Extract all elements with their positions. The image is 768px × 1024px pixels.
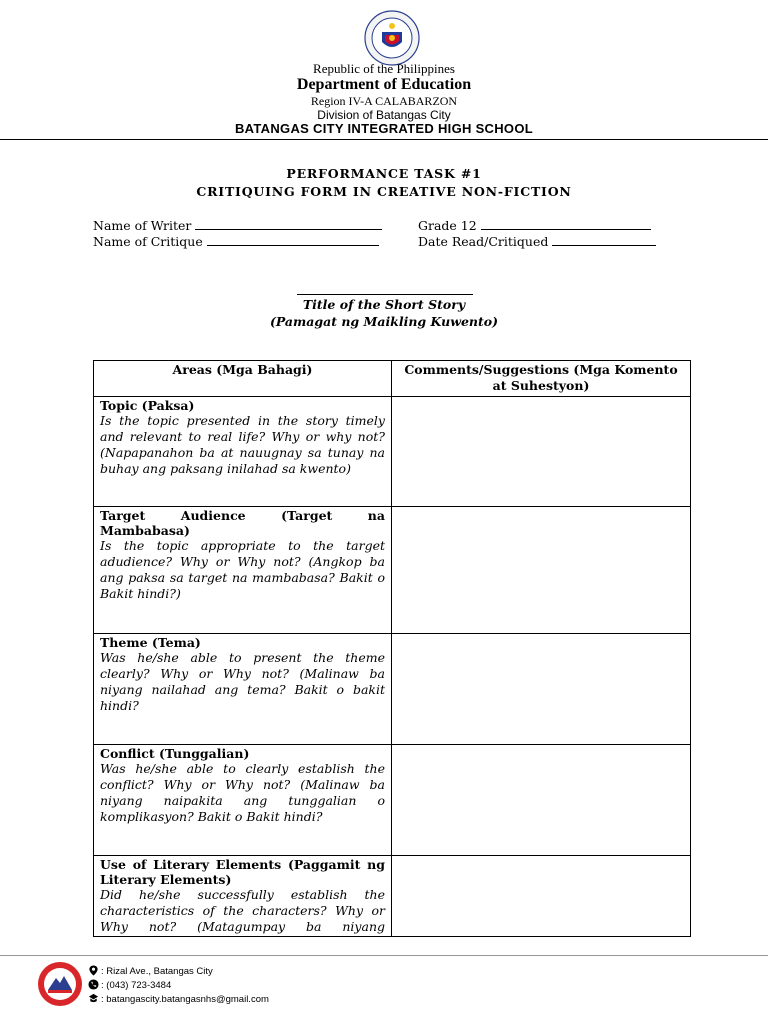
writer-blank[interactable] [195,219,382,230]
comment-cell[interactable] [392,745,691,856]
area-cell [94,634,392,745]
school-logo-icon [37,961,83,1007]
grade-blank[interactable] [481,219,651,230]
story-title-label: Title of the Short Story [302,297,466,312]
division-name: Division of Batangas City [317,108,451,122]
story-subtitle-label: (Pamagat ng Maikling Kuwento) [269,314,499,329]
department-name: Department of Education [296,76,472,93]
date-field[interactable] [418,234,656,249]
email-icon [88,993,99,1004]
comments-header: Comments/Suggestions (Mga Komento at Suhestyon) [392,361,691,397]
area-cell [94,507,392,634]
critique-field[interactable] [93,234,379,249]
region-name: Region IV-A CALABARZON [310,94,458,108]
area-name: Theme (Tema) [100,635,201,650]
footer-phone [88,979,171,991]
area-name: Topic (Paksa) [100,398,195,413]
date-label: Date Read/Critiqued [418,234,549,249]
school-name: BATANGAS CITY INTEGRATED HIGH SCHOOL [234,121,533,136]
area-description: Is the topic appropriate to the target adudience? Why or Why not? (Angkop ba ang paksa sa target na mambabasa? Bakit o Bakit hindi?) [100,538,385,601]
phone-text: : (043) 723-3484 [101,980,172,991]
email-text[interactable]: : batangascity.batangasnhs@gmail.com [101,994,269,1005]
table-header-row [94,361,691,397]
area-cell [94,856,392,937]
area-name: Use of Literary Elements (Paggamit ng Literary Elements) [100,857,385,887]
grade-label: Grade 12 [418,218,477,233]
writer-field[interactable] [93,218,382,233]
table-row [94,856,691,937]
deped-seal-icon [364,10,420,66]
comment-cell[interactable] [392,856,691,937]
country-name: Republic of the Philippines [313,61,455,76]
task-title: CRITIQUING FORM IN CREATIVE NON-FICTION [196,184,572,199]
critique-blank[interactable] [207,235,379,246]
table-row [94,507,691,634]
writer-label: Name of Writer [93,218,192,233]
area-cell [94,745,392,856]
table-row [94,634,691,745]
footer-divider [0,955,768,956]
date-blank[interactable] [552,235,656,246]
area-name: Target Audience (Target na Mambabasa) [100,508,385,538]
header-divider [0,139,768,140]
address-text: : Rizal Ave., Batangas City [101,966,213,977]
critique-table [93,360,691,937]
area-cell [94,397,392,507]
phone-icon [88,979,99,990]
story-title-blank[interactable] [297,294,473,295]
task-number: PERFORMANCE TASK #1 [286,166,482,181]
grade-field[interactable] [418,218,651,233]
comment-cell[interactable] [392,507,691,634]
areas-header: Areas (Mga Bahagi) [94,361,392,397]
area-name: Conflict (Tunggalian) [100,746,250,761]
comment-cell[interactable] [392,634,691,745]
area-description: Is the topic presented in the story timely and relevant to real life? Why or why not? (Napapanahon ba at nauugnay sa tunay na buhay ang paksang inilahad sa kwento) [100,413,385,476]
area-description: Was he/she able to present the theme clearly? Why or Why not? (Malinaw ba niyang nailahad ang tema? Bakit o bakit hindi? [100,650,385,713]
area-description: Was he/she able to clearly establish the conflict? Why or Why not? (Malinaw ba niyang naipakita ang tunggalian o komplikasyon? Bakit o Bakit hindi? [100,761,385,824]
table-row [94,745,691,856]
area-description: Did he/she successfully establish the characteristics of the characters? Why or Why not? (Matagumpay ba niyang [100,887,385,934]
location-pin-icon [88,965,99,976]
comment-cell[interactable] [392,397,691,507]
footer-address [88,965,213,977]
critique-label: Name of Critique [93,234,203,249]
footer-email [88,993,269,1005]
table-row [94,397,691,507]
